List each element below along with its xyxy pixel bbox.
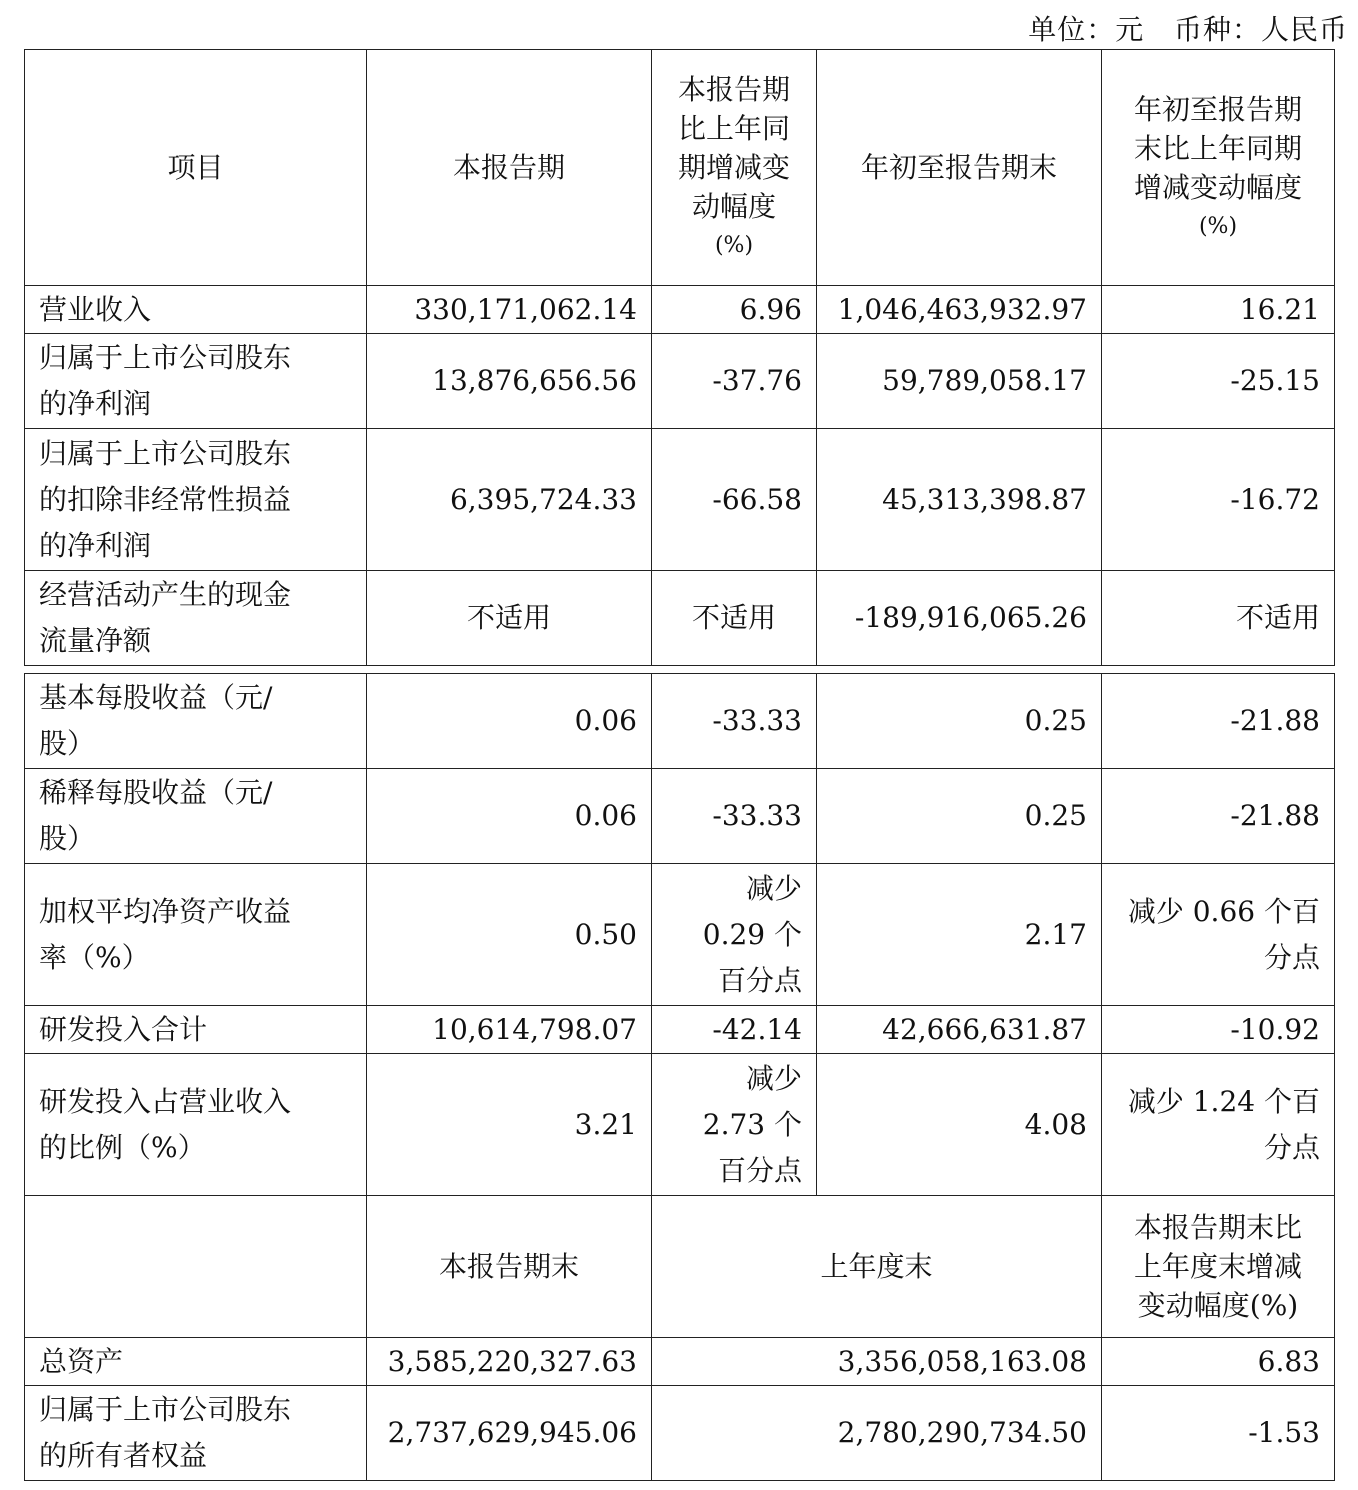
ytd-value-text: 42,666,631.87 <box>882 1012 1087 1046</box>
balance-change-value <box>1102 1338 1335 1386</box>
row-item-label-line: 经营活动产生的现金 <box>39 578 292 611</box>
period-end-value-text: 3,585,220,327.63 <box>387 1344 637 1378</box>
ytd-change-value-line: -21.88 <box>1230 799 1320 832</box>
last-year-end-value <box>652 1338 1102 1386</box>
current-value <box>367 1006 652 1054</box>
balance-change-value-text: -1.53 <box>1248 1416 1320 1449</box>
header-current-change-line: 本报告期 <box>677 73 790 106</box>
current-value-text: 不适用 <box>466 601 551 634</box>
row-item-label <box>25 1006 367 1054</box>
current-value <box>367 429 652 571</box>
header-current-change <box>652 50 817 286</box>
row-item-label-line: 的扣除非经常性损益 <box>39 482 292 516</box>
table-row <box>25 1006 1335 1054</box>
current-change-value <box>652 1006 817 1054</box>
header-balance-change-line: 本报告期末比 <box>1133 1211 1302 1244</box>
balance-change-value <box>1102 1386 1335 1481</box>
row-item-label-line: 的所有者权益 <box>39 1439 208 1472</box>
current-value <box>367 864 652 1006</box>
current-change-value-line: 减少 <box>745 1061 802 1095</box>
current-change-value-text: 6.96 <box>739 292 802 326</box>
row-item-label-line: 的比例（%） <box>39 1130 206 1164</box>
header-last-year-end-text: 上年度末 <box>820 1249 933 1283</box>
header-current-change-line: 期增减变 <box>677 151 790 184</box>
header-row-balance <box>25 1196 1335 1338</box>
ytd-change-value-line: 分点 <box>1263 1130 1320 1164</box>
current-value <box>367 1054 652 1196</box>
table-row <box>25 674 1335 769</box>
header-current-change-line: 动幅度 <box>691 190 776 223</box>
ytd-value-text: 1,046,463,932.97 <box>837 292 1087 326</box>
ytd-value-text: 0.25 <box>1024 799 1087 832</box>
ytd-change-value-line: 减少 0.66 个百 <box>1127 894 1320 928</box>
last-year-end-value-text: 3,356,058,163.08 <box>837 1344 1087 1378</box>
row-item-label <box>25 1386 367 1481</box>
current-change-value <box>652 571 817 666</box>
row-item-label-line: 率（%） <box>39 940 150 974</box>
current-value-text: 0.06 <box>574 799 637 832</box>
current-value-text: 3.21 <box>574 1107 637 1141</box>
current-change-value-line: 2.73 个 <box>702 1107 802 1141</box>
current-change-value <box>652 864 817 1006</box>
ytd-value-text: -189,916,065.26 <box>854 601 1087 634</box>
current-value <box>367 674 652 769</box>
header-ytd-text: 年初至报告期末 <box>860 150 1057 184</box>
header-ytd-change-line: 年初至报告期 <box>1133 92 1302 126</box>
header-ytd-change-line: 末比上年同期 <box>1133 131 1302 165</box>
current-value-text: 330,171,062.14 <box>414 292 637 326</box>
current-value <box>367 286 652 334</box>
row-item-label <box>25 864 367 1006</box>
header-period-end <box>367 1196 652 1338</box>
header-ytd-change-line: (%) <box>1198 213 1238 239</box>
ytd-value <box>817 1054 1102 1196</box>
current-change-value <box>652 429 817 571</box>
row-item-label-line: 股） <box>39 822 96 855</box>
current-value-text: 13,876,656.56 <box>432 364 637 397</box>
current-value <box>367 769 652 864</box>
current-change-value <box>652 286 817 334</box>
current-value-text: 0.06 <box>574 704 637 737</box>
row-item-label-line: 基本每股收益（元/ <box>39 681 273 714</box>
current-value-text: 6,395,724.33 <box>449 482 637 516</box>
row-item-label-line: 研发投入占营业收入 <box>39 1084 292 1118</box>
ytd-value <box>817 571 1102 666</box>
last-year-end-value-text: 2,780,290,734.50 <box>837 1416 1087 1449</box>
current-change-value <box>652 1054 817 1196</box>
row-item-label-line: 的净利润 <box>39 528 152 562</box>
current-value <box>367 571 652 666</box>
table-row <box>25 769 1335 864</box>
row-item-label <box>25 334 367 429</box>
header-period-end-text: 本报告期末 <box>438 1249 579 1283</box>
ytd-change-value <box>1102 286 1335 334</box>
ytd-change-value <box>1102 334 1335 429</box>
ytd-change-value-text: 不适用 <box>1235 601 1320 634</box>
ytd-change-value-text: -25.15 <box>1230 364 1320 397</box>
row-item-label-line: 归属于上市公司股东 <box>39 436 292 470</box>
current-change-value-line: 减少 <box>745 871 802 905</box>
section-gap-cell <box>25 666 1335 674</box>
row-item-label <box>25 286 367 334</box>
row-item-label <box>25 769 367 864</box>
table-row <box>25 1386 1335 1481</box>
ytd-change-value-text: 16.21 <box>1239 292 1320 326</box>
row-item-label-line: 归属于上市公司股东 <box>39 341 292 374</box>
table-row <box>25 864 1335 1006</box>
financial-data-table <box>24 49 1335 1481</box>
header-balance-change <box>1102 1196 1335 1338</box>
table-row <box>25 429 1335 571</box>
row-item-label-line: 归属于上市公司股东 <box>39 1393 292 1426</box>
header-current-change-line: (%) <box>714 233 754 258</box>
row-item-label <box>25 429 367 571</box>
ytd-change-value-line: 减少 1.24 个百 <box>1127 1084 1320 1118</box>
current-change-value-line: 百分点 <box>717 963 802 997</box>
current-change-value <box>652 769 817 864</box>
current-change-value <box>652 334 817 429</box>
table-row <box>25 334 1335 429</box>
ytd-change-value <box>1102 571 1335 666</box>
ytd-change-value <box>1102 864 1335 1006</box>
row-item-label <box>25 571 367 666</box>
ytd-value <box>817 864 1102 1006</box>
ytd-value-text: 59,789,058.17 <box>882 364 1087 397</box>
header-last-year-end <box>652 1196 1102 1338</box>
period-end-value <box>367 1338 652 1386</box>
ytd-value <box>817 1006 1102 1054</box>
ytd-value-text: 0.25 <box>1024 704 1087 737</box>
unit-currency-note: 单位：元 币种：人民币 <box>1028 13 1348 46</box>
balance-change-value-text: 6.83 <box>1257 1344 1320 1378</box>
header-current-period-text: 本报告期 <box>452 150 565 184</box>
current-change-value-line: 0.29 个 <box>702 917 802 951</box>
current-change-value-line: -33.33 <box>712 704 802 737</box>
header-balance-change-line: 上年度末增减 <box>1133 1250 1302 1283</box>
current-value-text: 10,614,798.07 <box>432 1012 637 1046</box>
row-item-label-line: 流量净额 <box>39 624 152 657</box>
header-ytd <box>817 50 1102 286</box>
current-change-value <box>652 674 817 769</box>
period-end-value-text: 2,737,629,945.06 <box>387 1416 637 1449</box>
ytd-change-value <box>1102 429 1335 571</box>
row-item-label <box>25 674 367 769</box>
table-row <box>25 286 1335 334</box>
current-value-text: 0.50 <box>574 917 637 951</box>
row-item-label-line: 稀释每股收益（元/ <box>39 776 273 809</box>
ytd-change-value-line: 分点 <box>1263 940 1320 974</box>
ytd-change-value <box>1102 674 1335 769</box>
row-item-label <box>25 1338 367 1386</box>
ytd-change-value-line: -21.88 <box>1230 704 1320 737</box>
header-ytd-change-line: 增减变动幅度 <box>1133 170 1302 204</box>
ytd-change-value <box>1102 1054 1335 1196</box>
row-item-label <box>25 1054 367 1196</box>
last-year-end-value <box>652 1386 1102 1481</box>
row-item-label-line: 股） <box>39 727 96 760</box>
header-row <box>25 50 1335 286</box>
current-value <box>367 334 652 429</box>
current-change-value-line: -33.33 <box>712 799 802 832</box>
ytd-value-text: 4.08 <box>1024 1107 1087 1141</box>
section-gap <box>25 666 1335 674</box>
current-change-value-line: 百分点 <box>717 1153 802 1187</box>
ytd-value-text: 2.17 <box>1024 917 1087 951</box>
row-item-label-line: 研发投入合计 <box>39 1012 208 1046</box>
row-item-label-line: 的净利润 <box>39 387 152 420</box>
ytd-value <box>817 674 1102 769</box>
ytd-value <box>817 769 1102 864</box>
header-balance-change-line: 变动幅度(%) <box>1137 1289 1299 1322</box>
ytd-change-value <box>1102 769 1335 864</box>
row-item-label-line: 营业收入 <box>39 292 152 326</box>
ytd-value <box>817 429 1102 571</box>
row-item-label-line: 加权平均净资产收益 <box>39 894 292 928</box>
ytd-value <box>817 286 1102 334</box>
current-change-value-line: -42.14 <box>712 1012 802 1046</box>
header-item-text: 项目 <box>167 150 224 184</box>
header-item <box>25 50 367 286</box>
header2-item <box>25 1196 367 1338</box>
ytd-change-value-line: -10.92 <box>1230 1012 1320 1046</box>
ytd-value-text: 45,313,398.87 <box>882 482 1087 516</box>
header-current-change-line: 比上年同 <box>677 112 790 145</box>
table-row <box>25 1054 1335 1196</box>
current-change-value-text: 不适用 <box>691 601 776 634</box>
ytd-change-value <box>1102 1006 1335 1054</box>
ytd-value <box>817 334 1102 429</box>
table-row <box>25 571 1335 666</box>
row-item-label-line: 总资产 <box>39 1344 124 1378</box>
period-end-value <box>367 1386 652 1481</box>
header-ytd-change <box>1102 50 1335 286</box>
current-change-value-text: -66.58 <box>712 482 802 516</box>
table-row <box>25 1338 1335 1386</box>
current-change-value-text: -37.76 <box>712 364 802 397</box>
ytd-change-value-text: -16.72 <box>1230 482 1320 516</box>
header-current-period <box>367 50 652 286</box>
